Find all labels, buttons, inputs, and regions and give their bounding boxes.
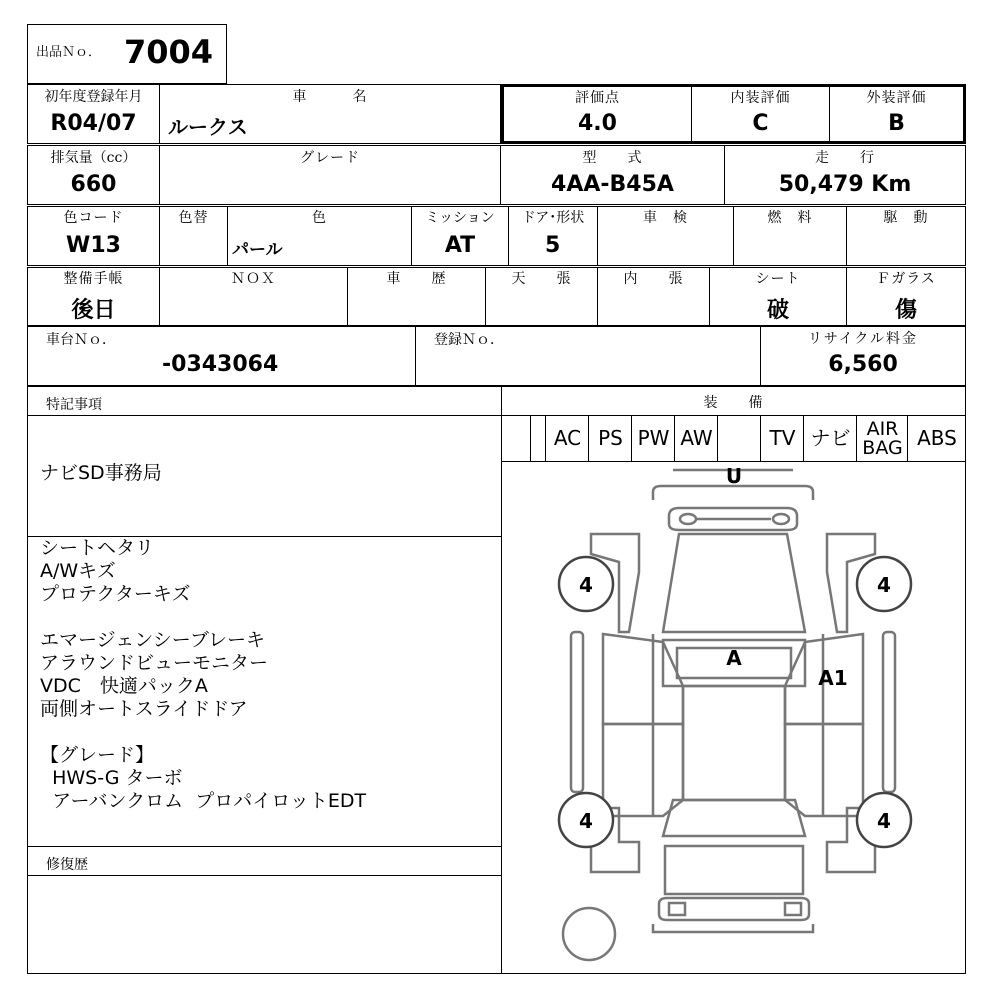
car-name-cell: [159, 84, 501, 144]
model-type-label: 型 式: [582, 150, 643, 166]
interior-lining-label: 内 張: [623, 271, 684, 287]
seat-label: シート: [755, 271, 801, 287]
remarks-divider-3: [27, 846, 502, 847]
rear-bumper: [659, 898, 809, 920]
tire-front-left-value: 4: [579, 573, 593, 597]
history-label: 車 歴: [386, 271, 447, 287]
tire-rear-left-value: 4: [579, 809, 593, 833]
hood: [663, 534, 805, 632]
remarks-notes: シートヘタリ A/Wキズ プロテクターキズ エマージェンシーブレーキ アラウンドビューモニター VDC 快適パックA 両側オートスライドドア 【グレード】 HWS-G ターボ アーバンクロム プロパイロットEDT: [40, 537, 367, 812]
nox-label: ＮＯＸ: [231, 271, 276, 287]
remarks-divider-1: [27, 415, 502, 416]
lot-label: 出品Ｎｏ．: [36, 45, 102, 60]
roof-label: 天 張: [511, 271, 572, 287]
color-change-cell: [159, 206, 228, 266]
fuel-cell: [733, 206, 847, 266]
registration-no-cell: [415, 326, 761, 386]
remarks-label: 特記事項: [46, 397, 102, 413]
equipment-tv: TV: [760, 416, 804, 461]
interior-lining-cell: [597, 267, 710, 326]
equipment-blank-1: [530, 416, 546, 461]
mark-front: U: [725, 464, 743, 488]
roof: [683, 686, 785, 800]
drive-cell: [846, 206, 966, 266]
grade-label: グレード: [300, 150, 360, 166]
side-strip-left: [571, 632, 583, 792]
roof-cell: [485, 267, 598, 326]
f-glass-value: 傷: [894, 298, 917, 323]
exterior-grade-value: B: [888, 111, 905, 136]
spare-tire: [563, 908, 615, 960]
recycle-fee-value: 6,560: [828, 352, 898, 377]
mileage-label: 走 行: [815, 150, 875, 166]
interior-grade-value: C: [752, 111, 769, 136]
inspection-cell: [597, 206, 734, 266]
front-fog-right: [773, 514, 789, 524]
side-strip-right: [883, 632, 895, 792]
color-label: 色: [312, 210, 327, 226]
equipment-airbag: AIR BAG: [856, 416, 908, 461]
transmission-label: ミッション: [425, 210, 495, 226]
front-fog-left: [680, 514, 696, 524]
mileage-cell: [724, 145, 966, 205]
displacement-label: 排気量（cc）: [50, 150, 137, 166]
exterior-grade-cell: [829, 84, 966, 144]
chassis-no-cell: [27, 326, 416, 386]
equipment-blank-2: [717, 416, 761, 461]
color-value: パール: [232, 240, 283, 260]
transmission-cell: [411, 206, 509, 266]
color-code-value: W13: [66, 233, 121, 258]
grade-cell: [159, 145, 501, 205]
door-rear-left: [603, 724, 683, 816]
door-front-left: [603, 634, 683, 724]
interior-grade-label: 内装評価: [730, 90, 791, 106]
first-registration-label: 初年度登録年月: [44, 89, 143, 105]
rear-bumper-lower: [653, 924, 813, 932]
displacement-value: 660: [70, 172, 117, 197]
f-glass-label: Ｆガラス: [876, 271, 936, 287]
score-cell: [501, 84, 692, 144]
score-label: 評価点: [575, 90, 620, 106]
car-name-value: ルークス: [168, 115, 248, 139]
rear-window: [663, 800, 805, 836]
inspection-label: 車 検: [643, 210, 688, 226]
score-value: 4.0: [578, 111, 617, 136]
fuel-label: 燃 料: [767, 210, 813, 226]
tire-front-right-value: 4: [877, 573, 891, 597]
color-change-label: 色替: [178, 210, 209, 226]
service-book-cell: [27, 267, 160, 326]
lot-number-box: [27, 24, 227, 84]
registration-no-label: 登録Ｎｏ．: [434, 332, 504, 348]
rear-light-right: [785, 903, 801, 915]
interior-grade-cell: [691, 84, 830, 144]
equipment-aw: AW: [674, 416, 718, 461]
seat-value: 破: [766, 298, 789, 323]
drive-label: 駆 動: [883, 210, 929, 226]
mark-hood: A: [726, 646, 742, 670]
equipment-abs: ABS: [907, 416, 966, 461]
recycle-fee-cell: [760, 326, 966, 386]
doors-value: 5: [545, 233, 561, 258]
trunk: [665, 846, 803, 894]
model-type-value: 4AA-B45A: [551, 172, 674, 197]
rear-light-left: [669, 903, 685, 915]
tire-rear-right-value: 4: [877, 809, 891, 833]
mileage-value: 50,479 Km: [778, 172, 912, 197]
equipment-navi: ナビ: [803, 416, 857, 461]
remarks-divider-4: [27, 875, 502, 876]
chassis-no-value: -0343064: [162, 352, 279, 377]
chassis-no-label: 車台Ｎｏ．: [46, 332, 116, 348]
seat-cell: [709, 267, 847, 326]
color-cell: [227, 206, 412, 266]
service-book-value: 後日: [71, 298, 116, 323]
first-registration-cell: [27, 84, 160, 144]
first-registration-value: R04/07: [50, 111, 137, 136]
transmission-value: AT: [444, 233, 476, 258]
displacement-cell: [27, 145, 160, 205]
recycle-fee-label: リサイクル料金: [807, 331, 919, 347]
color-code-cell: [27, 206, 160, 266]
mark-right-side: A1: [818, 666, 848, 690]
f-glass-cell: [846, 267, 966, 326]
car-name-label: 車 名: [292, 89, 368, 105]
service-book-label: 整備手帳: [63, 271, 124, 287]
doors-cell: [508, 206, 598, 266]
equipment-pw: PW: [631, 416, 675, 461]
equipment-label: 装 備: [703, 395, 764, 411]
lot-number: 7004: [124, 33, 214, 71]
remarks-line-1: ナビSD事務局: [40, 462, 162, 484]
equipment-ps: PS: [588, 416, 632, 461]
equipment-ac: AC: [545, 416, 589, 461]
color-code-label: 色コード: [63, 210, 124, 226]
repair-history-label: 修復歴: [46, 857, 88, 873]
model-type-cell: [500, 145, 725, 205]
vehicle-diagram: [501, 462, 966, 972]
history-cell: [347, 267, 486, 326]
nox-cell: [159, 267, 348, 326]
exterior-grade-label: 外装評価: [866, 90, 927, 106]
doors-label: ドア･形状: [521, 210, 585, 226]
